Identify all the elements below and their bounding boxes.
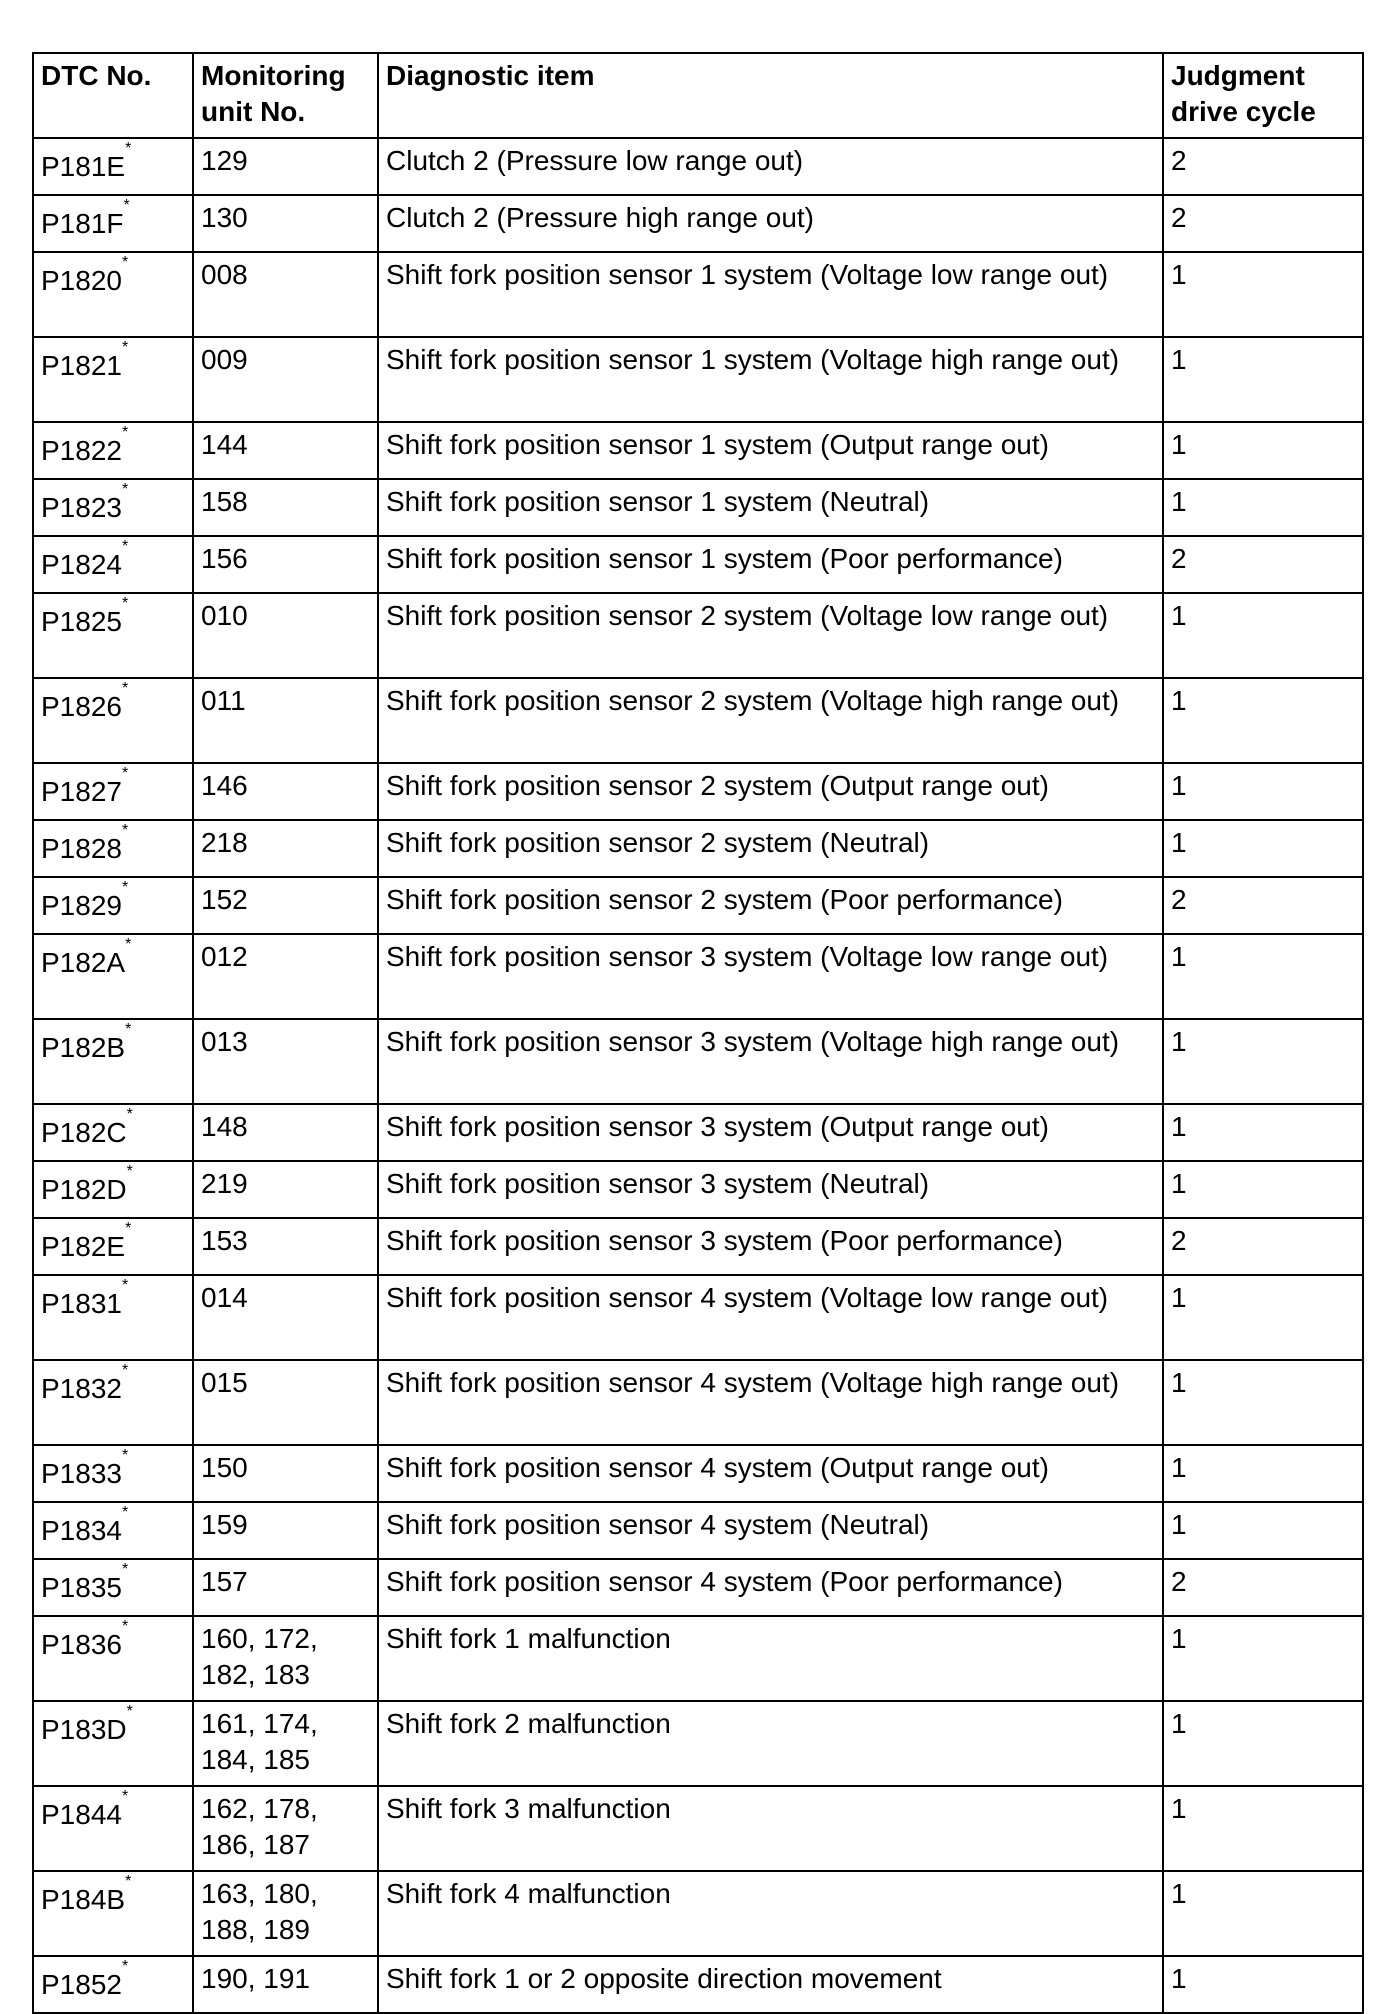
dtc-cell — [33, 1360, 193, 1445]
judgment-drive-cycle-cell: 1 — [1163, 1104, 1363, 1161]
judgment-drive-cycle-cell: 1 — [1163, 934, 1363, 1019]
dtc-cell — [33, 1275, 193, 1360]
monitoring-unit-cell: 162, 178, 186, 187 — [193, 1786, 378, 1871]
monitoring-unit-cell: 010 — [193, 593, 378, 678]
diagnostic-item-cell: Shift fork position sensor 3 system (Poor performance) — [378, 1218, 1163, 1275]
dtc-table — [32, 52, 1364, 2014]
monitoring-unit-cell: 013 — [193, 1019, 378, 1104]
dtc-cell — [33, 1445, 193, 1502]
monitoring-unit-cell: 014 — [193, 1275, 378, 1360]
table-row — [33, 763, 1363, 820]
diagnostic-item-cell: Shift fork position sensor 1 system (Poor performance) — [378, 536, 1163, 593]
dtc-cell — [33, 536, 193, 593]
footnote-mark: * — [125, 140, 132, 157]
dtc-cell — [33, 763, 193, 820]
diagnostic-item-cell: Shift fork position sensor 1 system (Neutral) — [378, 479, 1163, 536]
table-row — [33, 1701, 1363, 1786]
dtc-code: P1820 — [41, 265, 122, 296]
dtc-cell — [33, 1786, 193, 1871]
judgment-drive-cycle-cell: 1 — [1163, 252, 1363, 337]
table-row — [33, 1019, 1363, 1104]
table-row — [33, 1275, 1363, 1360]
dtc-code: P1826 — [41, 691, 122, 722]
dtc-cell — [33, 820, 193, 877]
footnote-mark: * — [121, 595, 129, 612]
diagnostic-item-cell: Shift fork 3 malfunction — [378, 1786, 1163, 1871]
dtc-cell — [33, 195, 193, 252]
judgment-drive-cycle-cell: 2 — [1163, 195, 1363, 252]
dtc-cell — [33, 1019, 193, 1104]
dtc-cell — [33, 877, 193, 934]
diagnostic-item-cell: Shift fork position sensor 3 system (Voltage low range out) — [378, 934, 1163, 1019]
footnote-mark: * — [125, 936, 132, 953]
footnote-mark: * — [125, 1220, 132, 1237]
monitoring-unit-cell: 150 — [193, 1445, 378, 1502]
dtc-code: P1828 — [41, 833, 122, 864]
table-row — [33, 1616, 1363, 1701]
footnote-mark: * — [121, 1277, 129, 1294]
table-row — [33, 678, 1363, 763]
monitoring-unit-cell: 163, 180, 188, 189 — [193, 1871, 378, 1956]
table-row — [33, 1104, 1363, 1161]
footnote-mark: * — [126, 1703, 133, 1720]
footnote-mark: * — [121, 822, 129, 839]
footnote-mark: * — [121, 339, 129, 356]
table-row — [33, 1786, 1363, 1871]
table-row — [33, 1502, 1363, 1559]
table-row — [33, 1871, 1363, 1956]
diagnostic-item-cell: Clutch 2 (Pressure high range out) — [378, 195, 1163, 252]
monitoring-unit-cell: 190, 191 — [193, 1956, 378, 2013]
diagnostic-item-cell: Shift fork 4 malfunction — [378, 1871, 1163, 1956]
monitoring-unit-cell: 129 — [193, 138, 378, 195]
diagnostic-item-cell: Shift fork position sensor 2 system (Neutral) — [378, 820, 1163, 877]
judgment-drive-cycle-cell: 1 — [1163, 1360, 1363, 1445]
table-row — [33, 1559, 1363, 1616]
footnote-mark: * — [121, 254, 129, 271]
dtc-cell — [33, 422, 193, 479]
table-row — [33, 1360, 1363, 1445]
monitoring-unit-cell: 218 — [193, 820, 378, 877]
dtc-cell — [33, 1559, 193, 1616]
footnote-mark: * — [126, 1163, 133, 1180]
judgment-drive-cycle-cell: 2 — [1163, 1559, 1363, 1616]
judgment-drive-cycle-cell: 1 — [1163, 1019, 1363, 1104]
diagnostic-item-cell: Shift fork position sensor 1 system (Voltage high range out) — [378, 337, 1163, 422]
judgment-drive-cycle-cell: 2 — [1163, 877, 1363, 934]
diagnostic-item-cell: Shift fork position sensor 4 system (Voltage high range out) — [378, 1360, 1163, 1445]
dtc-cell — [33, 1701, 193, 1786]
dtc-code: P183D — [41, 1714, 127, 1745]
table-header — [33, 53, 1363, 138]
dtc-cell — [33, 138, 193, 195]
dtc-code: P1821 — [41, 350, 122, 381]
judgment-drive-cycle-cell: 2 — [1163, 536, 1363, 593]
dtc-code: P182B — [41, 1032, 126, 1063]
dtc-cell — [33, 934, 193, 1019]
diagnostic-item-cell: Shift fork position sensor 1 system (Voltage low range out) — [378, 252, 1163, 337]
diagnostic-item-cell: Shift fork 1 or 2 opposite direction movement — [378, 1956, 1163, 2013]
judgment-drive-cycle-cell: 1 — [1163, 1616, 1363, 1701]
footnote-mark: * — [121, 680, 129, 697]
judgment-drive-cycle-cell: 1 — [1163, 678, 1363, 763]
table-row — [33, 536, 1363, 593]
footnote-mark: * — [125, 1873, 132, 1890]
dtc-code: P181F — [41, 208, 124, 239]
dtc-code: P1829 — [41, 890, 122, 921]
judgment-drive-cycle-cell: 1 — [1163, 337, 1363, 422]
header-dtc-no: DTC No. — [33, 53, 193, 138]
judgment-drive-cycle-cell: 1 — [1163, 763, 1363, 820]
header-judgment-drive-cycle: Judgment drive cycle — [1163, 53, 1363, 138]
footnote-mark: * — [126, 1106, 133, 1123]
dtc-cell — [33, 678, 193, 763]
diagnostic-item-cell: Shift fork position sensor 2 system (Voltage high range out) — [378, 678, 1163, 763]
judgment-drive-cycle-cell: 1 — [1163, 422, 1363, 479]
diagnostic-item-cell: Shift fork position sensor 2 system (Output range out) — [378, 763, 1163, 820]
judgment-drive-cycle-cell: 1 — [1163, 1161, 1363, 1218]
dtc-code: P1825 — [41, 606, 122, 637]
dtc-code: P1824 — [41, 549, 122, 580]
diagnostic-item-cell: Shift fork position sensor 3 system (Voltage high range out) — [378, 1019, 1163, 1104]
footnote-mark: * — [121, 1958, 129, 1975]
monitoring-unit-cell: 160, 172, 182, 183 — [193, 1616, 378, 1701]
judgment-drive-cycle-cell: 1 — [1163, 593, 1363, 678]
dtc-code: P182A — [41, 947, 126, 978]
dtc-cell — [33, 1218, 193, 1275]
table-body — [33, 138, 1363, 2013]
table-row — [33, 1218, 1363, 1275]
judgment-drive-cycle-cell: 1 — [1163, 1701, 1363, 1786]
table-row — [33, 934, 1363, 1019]
dtc-code: P1822 — [41, 435, 122, 466]
judgment-drive-cycle-cell: 2 — [1163, 1218, 1363, 1275]
monitoring-unit-cell: 130 — [193, 195, 378, 252]
judgment-drive-cycle-cell: 1 — [1163, 1956, 1363, 2013]
footnote-mark: * — [121, 424, 129, 441]
header-row — [33, 53, 1363, 138]
monitoring-unit-cell: 015 — [193, 1360, 378, 1445]
table-row — [33, 479, 1363, 536]
dtc-cell — [33, 1956, 193, 2013]
monitoring-unit-cell: 011 — [193, 678, 378, 763]
monitoring-unit-cell: 156 — [193, 536, 378, 593]
footnote-mark: * — [121, 765, 129, 782]
monitoring-unit-cell: 152 — [193, 877, 378, 934]
table-row — [33, 877, 1363, 934]
monitoring-unit-cell: 159 — [193, 1502, 378, 1559]
dtc-code: P1823 — [41, 492, 122, 523]
judgment-drive-cycle-cell: 1 — [1163, 1786, 1363, 1871]
monitoring-unit-cell: 161, 174, 184, 185 — [193, 1701, 378, 1786]
monitoring-unit-cell: 008 — [193, 252, 378, 337]
footnote-mark: * — [121, 879, 129, 896]
footnote-mark: * — [121, 1618, 129, 1635]
monitoring-unit-cell: 144 — [193, 422, 378, 479]
table-row — [33, 593, 1363, 678]
table-row — [33, 195, 1363, 252]
table-row — [33, 1956, 1363, 2013]
table-row — [33, 1445, 1363, 1502]
dtc-code: P1827 — [41, 776, 122, 807]
dtc-code: P1833 — [41, 1458, 122, 1489]
dtc-code: P1844 — [41, 1799, 122, 1830]
footnote-mark: * — [123, 197, 130, 214]
footnote-mark: * — [121, 538, 129, 555]
header-monitoring-unit-no: Monitoring unit No. — [193, 53, 378, 138]
judgment-drive-cycle-cell: 1 — [1163, 1275, 1363, 1360]
table-row — [33, 820, 1363, 877]
dtc-cell — [33, 593, 193, 678]
footnote-mark: * — [121, 481, 129, 498]
table-row — [33, 337, 1363, 422]
dtc-cell — [33, 252, 193, 337]
monitoring-unit-cell: 009 — [193, 337, 378, 422]
diagnostic-item-cell: Shift fork position sensor 3 system (Neutral) — [378, 1161, 1163, 1218]
dtc-cell — [33, 1502, 193, 1559]
diagnostic-item-cell: Shift fork position sensor 2 system (Poor performance) — [378, 877, 1163, 934]
dtc-code: P1832 — [41, 1373, 122, 1404]
dtc-code: P1831 — [41, 1288, 122, 1319]
diagnostic-item-cell: Shift fork position sensor 2 system (Voltage low range out) — [378, 593, 1163, 678]
monitoring-unit-cell: 219 — [193, 1161, 378, 1218]
diagnostic-item-cell: Shift fork position sensor 4 system (Voltage low range out) — [378, 1275, 1163, 1360]
dtc-cell — [33, 1104, 193, 1161]
dtc-code: P182D — [41, 1174, 127, 1205]
footnote-mark: * — [121, 1788, 129, 1805]
diagnostic-item-cell: Shift fork position sensor 3 system (Output range out) — [378, 1104, 1163, 1161]
monitoring-unit-cell: 148 — [193, 1104, 378, 1161]
monitoring-unit-cell: 146 — [193, 763, 378, 820]
diagnostic-item-cell: Shift fork position sensor 1 system (Output range out) — [378, 422, 1163, 479]
dtc-cell — [33, 1616, 193, 1701]
diagnostic-item-cell: Shift fork position sensor 4 system (Output range out) — [378, 1445, 1163, 1502]
table-row — [33, 138, 1363, 195]
table-row — [33, 1161, 1363, 1218]
dtc-code: P1852 — [41, 1969, 122, 2000]
judgment-drive-cycle-cell: 1 — [1163, 1445, 1363, 1502]
dtc-cell — [33, 479, 193, 536]
dtc-code: P1836 — [41, 1629, 122, 1660]
diagnostic-item-cell: Shift fork 1 malfunction — [378, 1616, 1163, 1701]
diagnostic-item-cell: Shift fork position sensor 4 system (Neutral) — [378, 1502, 1163, 1559]
footnote-mark: * — [121, 1504, 129, 1521]
table-row — [33, 422, 1363, 479]
judgment-drive-cycle-cell: 2 — [1163, 138, 1363, 195]
dtc-cell — [33, 1871, 193, 1956]
dtc-code: P182C — [41, 1117, 127, 1148]
judgment-drive-cycle-cell: 1 — [1163, 1871, 1363, 1956]
diagnostic-item-cell: Clutch 2 (Pressure low range out) — [378, 138, 1163, 195]
dtc-code: P184B — [41, 1884, 126, 1915]
judgment-drive-cycle-cell: 1 — [1163, 479, 1363, 536]
monitoring-unit-cell: 157 — [193, 1559, 378, 1616]
dtc-code: P1835 — [41, 1572, 122, 1603]
monitoring-unit-cell: 158 — [193, 479, 378, 536]
footnote-mark: * — [125, 1021, 132, 1038]
diagnostic-item-cell: Shift fork 2 malfunction — [378, 1701, 1163, 1786]
footnote-mark: * — [121, 1447, 129, 1464]
dtc-code: P1834 — [41, 1515, 122, 1546]
diagnostic-item-cell: Shift fork position sensor 4 system (Poor performance) — [378, 1559, 1163, 1616]
monitoring-unit-cell: 153 — [193, 1218, 378, 1275]
dtc-table-container — [32, 52, 1362, 2014]
dtc-cell — [33, 1161, 193, 1218]
judgment-drive-cycle-cell: 1 — [1163, 820, 1363, 877]
dtc-cell — [33, 337, 193, 422]
monitoring-unit-cell: 012 — [193, 934, 378, 1019]
judgment-drive-cycle-cell: 1 — [1163, 1502, 1363, 1559]
dtc-code: P182E — [41, 1231, 126, 1262]
dtc-code: P181E — [41, 151, 126, 182]
header-diagnostic-item: Diagnostic item — [378, 53, 1163, 138]
footnote-mark: * — [121, 1362, 129, 1379]
footnote-mark: * — [121, 1561, 129, 1578]
table-row — [33, 252, 1363, 337]
